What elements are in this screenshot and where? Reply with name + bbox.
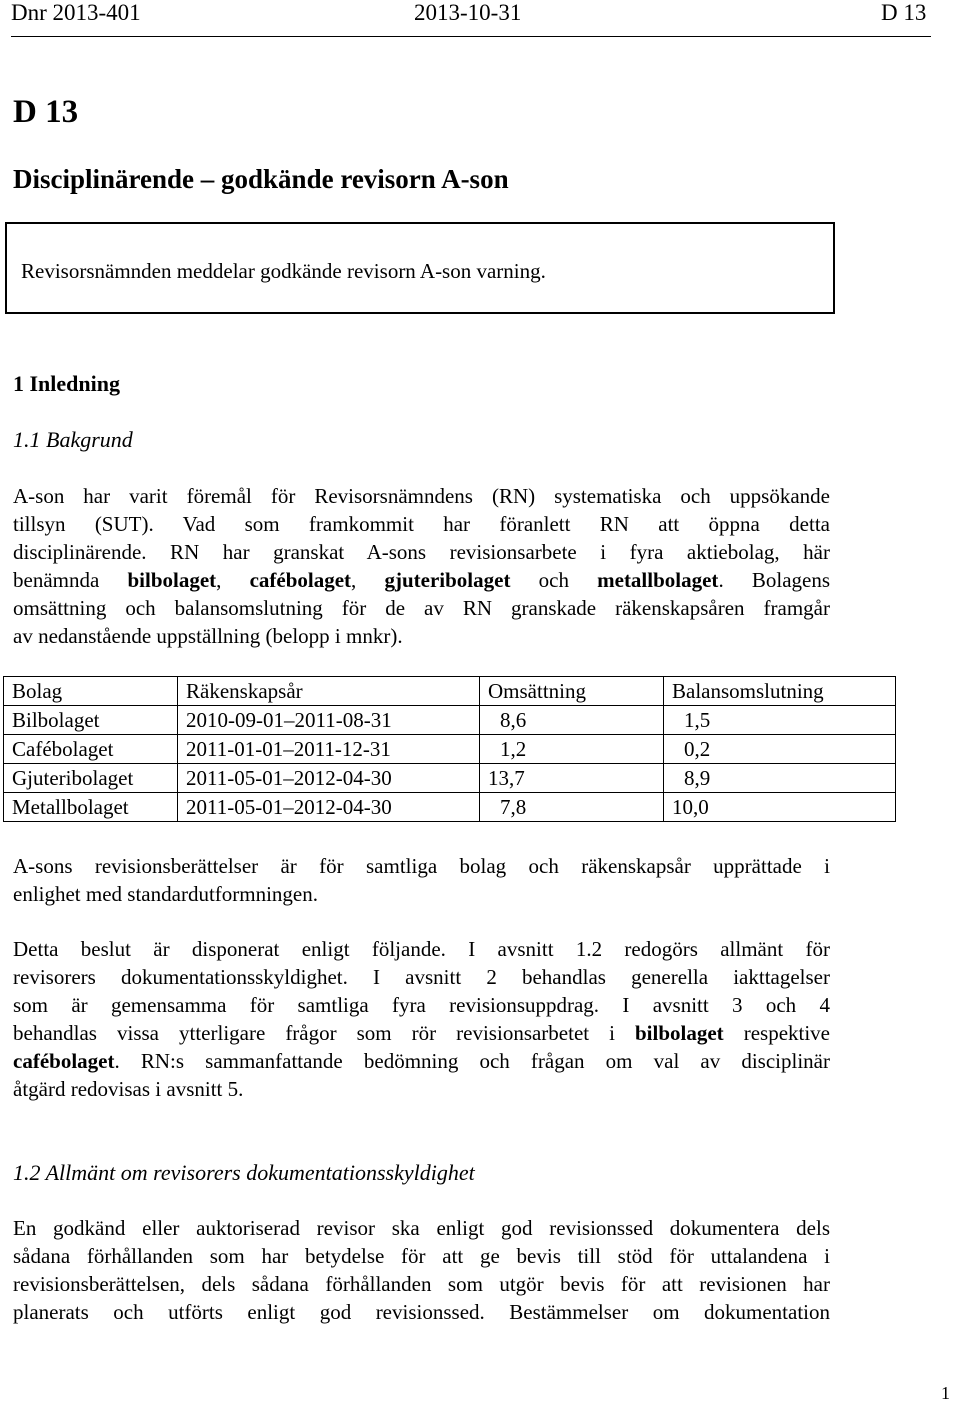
table-row [4, 735, 896, 764]
text-line: som är gemensamma för samtliga fyra revisionsuppdrag. I avsnitt 3 och 4 [13, 993, 830, 1017]
text-line: tillsyn (SUT). Vad som framkommit har föranlett RN att öppna detta [13, 512, 830, 536]
table-cell: 13,7 [480, 764, 664, 793]
table-cell: Metallbolaget [4, 793, 178, 822]
table-row [4, 764, 896, 793]
text-line: disciplinärende. RN har granskat A-sons revisionsarbete i fyra aktiebolag, här [13, 540, 830, 564]
subsection-heading-dokumentation: 1.2 Allmänt om revisorers dokumentationsskyldighet [13, 1160, 475, 1185]
text-line: omsättning och balansomslutning för de av RN granskade räkenskapsåren framgår [13, 596, 830, 620]
text-line: En godkänd eller auktoriserad revisor ska enligt god revisionssed dokumentera dels [13, 1216, 830, 1240]
company-name: gjuteribolaget [384, 568, 511, 592]
paragraph-dokumentation [13, 1214, 830, 1326]
table-cell: 1,5 [664, 706, 896, 735]
table-cell: Gjuteribolaget [4, 764, 178, 793]
text-line: benämnda bilbolaget, cafébolaget, gjuteribolaget och metallbolaget. Bolagens [13, 568, 831, 592]
table-cell: 7,8 [480, 793, 664, 822]
section-heading-inledning: 1 Inledning [13, 371, 120, 396]
text-line: åtgärd redovisas i avsnitt 5. [13, 1077, 244, 1101]
table-header-cell: Räkenskapsår [178, 677, 480, 706]
page-number: 1 [941, 1383, 950, 1403]
table-cell: 2011-05-01–2012-04-30 [178, 793, 480, 822]
summary-text: Revisorsnämnden meddelar godkände revisorn A-son varning. [21, 259, 546, 283]
table-cell: 1,2 [480, 735, 664, 764]
company-table [3, 676, 896, 822]
text-line: av nedanstående uppställning (belopp i mnkr). [13, 624, 403, 648]
header-dnr: Dnr 2013-401 [11, 0, 141, 25]
company-name: metallbolaget [597, 568, 719, 592]
summary-box [5, 222, 835, 314]
table-cell: Bilbolaget [4, 706, 178, 735]
page-title: Disciplinärende – godkände revisorn A-son [13, 164, 509, 194]
company-name: bilbolaget [635, 1021, 724, 1045]
table-header-cell: Omsättning [480, 677, 664, 706]
table-cell: 10,0 [664, 793, 896, 822]
text-line: Detta beslut är disponerat enligt följande. I avsnitt 1.2 redogörs allmänt för [13, 937, 830, 961]
table-cell: Cafébolaget [4, 735, 178, 764]
text-line: sådana förhållanden som har betydelse för att ge bevis till stöd för uttalandena i [13, 1244, 830, 1268]
table-cell: 8,6 [480, 706, 664, 735]
text-line: behandlas vissa ytterligare frågor som rör revisionsarbetet i bilbolaget respektive [13, 1021, 831, 1045]
text-line: revisorers dokumentationsskyldighet. I avsnitt 2 behandlas generella iakttagelser [13, 965, 830, 989]
company-name: cafébolaget [13, 1049, 115, 1073]
paragraph-bakgrund [13, 482, 830, 650]
company-name: cafébolaget [249, 568, 352, 592]
paragraph-disposition [13, 935, 830, 1103]
table-row [4, 706, 896, 735]
text-line: A-son har varit föremål för Revisorsnämndens (RN) systematiska och uppsökande [13, 484, 830, 508]
table-cell: 2010-09-01–2011-08-31 [178, 706, 480, 735]
paragraph-revisionsberattelser [13, 852, 830, 908]
text-line: cafébolaget. RN:s sammanfattande bedömning och frågan om val av disciplinär [13, 1049, 830, 1073]
table-row [4, 793, 896, 822]
doc-code-heading: D 13 [13, 94, 79, 130]
text-line: A-sons revisionsberättelser är för samtliga bolag och räkenskapsår upprättade i [13, 854, 830, 878]
table-header-cell: Balansomslutning [664, 677, 896, 706]
subsection-heading-bakgrund: 1.1 Bakgrund [13, 427, 133, 452]
table-cell: 8,9 [664, 764, 896, 793]
text-line: enlighet med standardutformningen. [13, 882, 319, 906]
table-header-cell: Bolag [4, 677, 178, 706]
text-line: planerats och utförts enligt god revisionssed. Bestämmelser om dokumentation [13, 1300, 830, 1324]
table-cell: 2011-05-01–2012-04-30 [178, 764, 480, 793]
header-rule [11, 36, 931, 37]
header-date: 2013-10-31 [414, 0, 522, 25]
table-header-row [4, 677, 896, 706]
header-code: D 13 [881, 0, 927, 25]
company-name: bilbolaget [127, 568, 217, 592]
table-cell: 0,2 [664, 735, 896, 764]
table-cell: 2011-01-01–2011-12-31 [178, 735, 480, 764]
text-line: revisionsberättelsen, dels sådana förhållanden som utgör bevis för att revisionen har [13, 1272, 830, 1296]
